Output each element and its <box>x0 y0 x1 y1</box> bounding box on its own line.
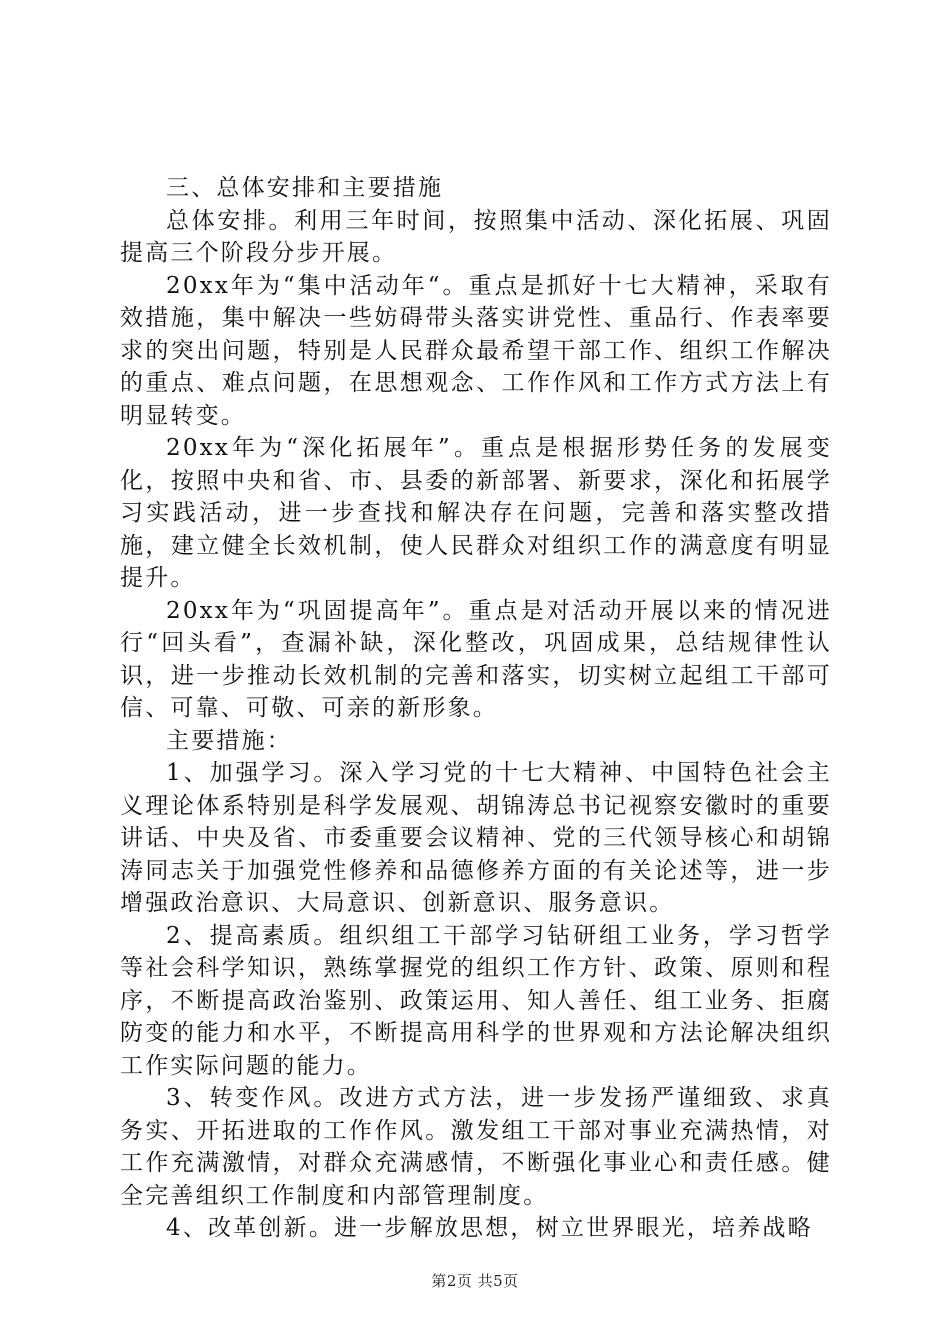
page-number-footer: 第2页 共5页 <box>431 1272 519 1290</box>
paragraph-overall-arrangement: 总体安排。利用三年时间，按照集中活动、深化拓展、巩固提高三个阶段分步开展。 <box>120 207 832 266</box>
paragraph-measure-1: 1、加强学习。深入学习党的十七大精神、中国特色社会主义理论体系特别是科学发展观、胡锦涛总书记视察安徽时的重要讲话、中央及省、市委重要会议精神、党的三代领导核心和胡锦涛同志关于加强党性修养和品德修养方面的有关论述等，进一步增强政治意识、大局意识、创新意识、服务意识。 <box>120 760 832 916</box>
paragraph-main-measures-heading: 主要措施： <box>166 727 292 754</box>
paragraph-measure-3: 3、转变作风。改进方式方法，进一步发扬严谨细致、求真务实、开拓进取的工作作风。激发组工干部对事业充满热情，对工作充满激情，对群众充满感情，不断强化事业心和责任感。健全完善组织工作制度和内部管理制度。 <box>120 1085 832 1209</box>
paragraph-year-deepen: 20xx年为“深化拓展年”。重点是根据形势任务的发展变化，按照中央和省、市、县委的新部署、新要求，深化和拓展学习实践活动，进一步查找和解决存在问题，完善和落实整改措施，建立健全长效机制，使人民群众对组织工作的满意度有明显提升。 <box>120 435 832 591</box>
paragraph-measure-2: 2、提高素质。组织组工干部学习钻研组工业务，学习哲学等社会科学知识，熟练掌握党的组织工作方针、政策、原则和程序，不断提高政治鉴别、政策运用、知人善任、组工业务、拒腐防变的能力和水平，不断提高用科学的世界观和方法论解决组织工作实际问题的能力。 <box>120 922 832 1079</box>
section-heading: 三、总体安排和主要措施 <box>166 175 444 201</box>
paragraph-measure-4: 4、改革创新。进一步解放思想，树立世界眼光，培养战略 <box>166 1215 813 1241</box>
paragraph-year-consolidate: 20xx年为“巩固提高年”。重点是对活动开展以来的情况进行“回头看”，查漏补缺，深化整改，巩固成果，总结规律性认识，进一步推动长效机制的完善和落实，切实树立起组工干部可信、可靠、可敬、可亲的新形象。 <box>120 597 832 721</box>
document-body <box>120 172 832 1245</box>
paragraph-year-concentrated: 20xx年为“集中活动年“。重点是抓好十七大精神，采取有效措施，集中解决一些妨碍带头落实讲党性、重品行、作表率要求的突出问题，特别是人民群众最希望干部工作、组织工作解决的重点、难点问题，在思想观念、工作作风和工作方式方法上有明显转变。 <box>120 272 832 429</box>
